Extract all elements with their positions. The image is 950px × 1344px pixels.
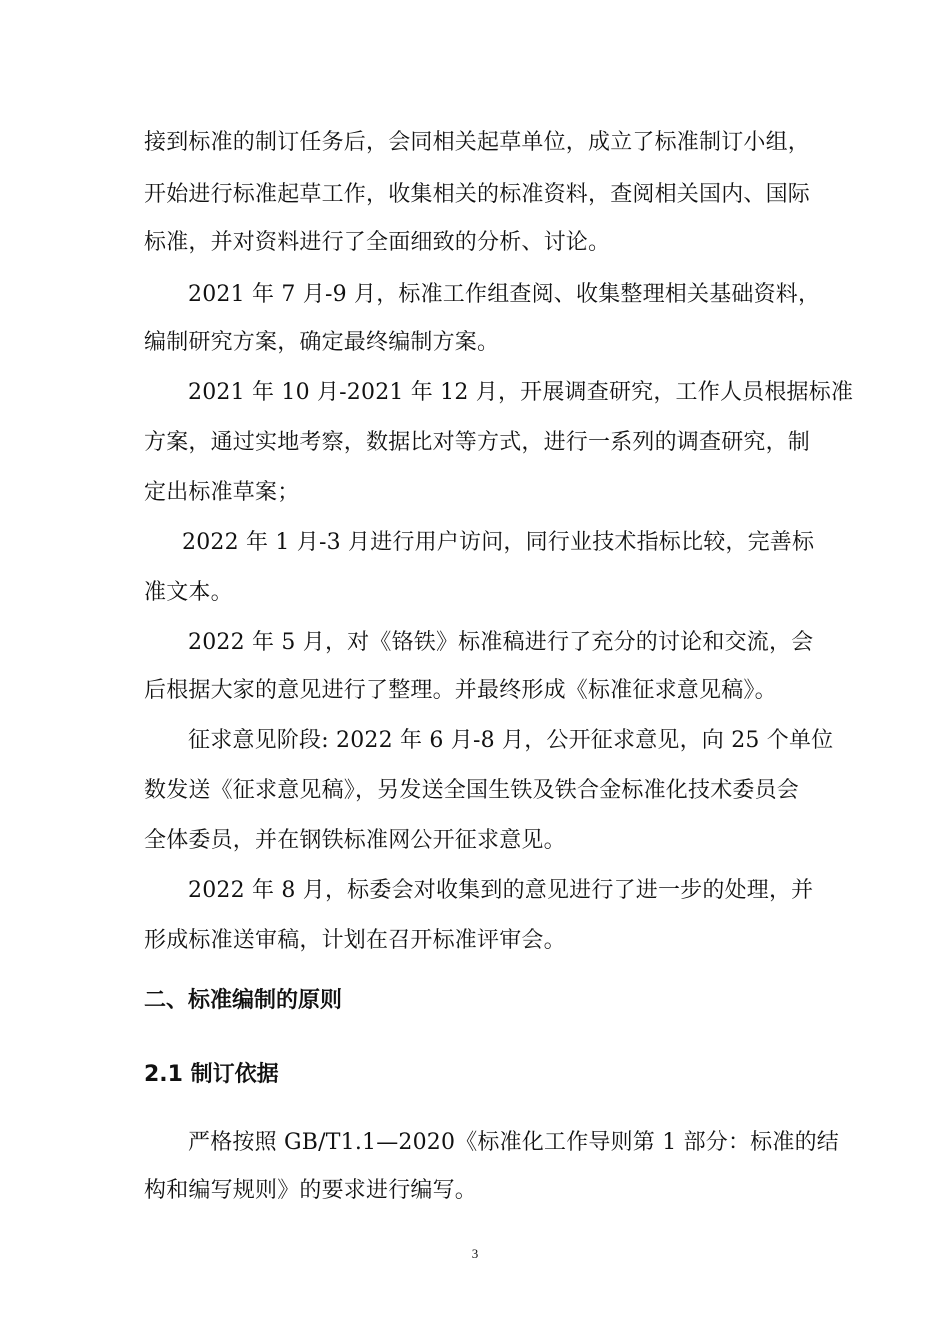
paragraph-line: 征求意见阶段: 2022 年 6 月-8 月，公开征求意见，向 25 个单位 <box>188 728 834 753</box>
page-number: 3 <box>471 1246 479 1261</box>
paragraph-line: 2022 年 5 月，对《铬铁》标准稿进行了充分的讨论和交流，会 <box>188 630 814 655</box>
paragraph-line: 数发送《征求意见稿》，另发送全国生铁及铁合金标准化技术委员会 <box>144 778 800 803</box>
paragraph-line: 形成标准送审稿，计划在召开标准评审会。 <box>144 928 566 953</box>
paragraph-line: 定出标准草案； <box>144 480 300 505</box>
paragraph-line: 2021 年 10 月-2021 年 12 月，开展调查研究，工作人员根据标准 <box>188 380 854 405</box>
paragraph-line: 构和编写规则》的要求进行编写。 <box>144 1178 478 1203</box>
paragraph-line: 开始进行标准起草工作，收集相关的标准资料，查阅相关国内、国际 <box>144 182 811 207</box>
paragraph-line: 编制研究方案，确定最终编制方案。 <box>144 330 500 355</box>
paragraph-line: 2021 年 7 月-9 月，标准工作组查阅、收集整理相关基础资料， <box>188 282 821 307</box>
paragraph-line: 后根据大家的意见进行了整理。并最终形成《标准征求意见稿》。 <box>144 678 777 703</box>
paragraph-line: 方案，通过实地考察，数据比对等方式，进行一系列的调查研究，制 <box>144 430 811 455</box>
paragraph-line: 接到标准的制订任务后，会同相关起草单位，成立了标准制订小组， <box>144 130 811 155</box>
section-heading: 二、标准编制的原则 <box>144 988 343 1013</box>
paragraph-line: 2022 年 1 月-3 月进行用户访问，同行业技术指标比较，完善标 <box>182 530 815 555</box>
paragraph-line: 全体委员，并在钢铁标准网公开征求意见。 <box>144 828 566 853</box>
paragraph-line: 准文本。 <box>144 580 233 605</box>
paragraph-line: 标准，并对资料进行了全面细致的分析、讨论。 <box>144 230 611 255</box>
paragraph-line: 2022 年 8 月，标委会对收集到的意见进行了进一步的处理，并 <box>188 878 814 903</box>
subsection-heading: 2.1 制订依据 <box>144 1062 279 1087</box>
paragraph-line: 严格按照 GB/T1.1—2020《标准化工作导则第 1 部分：标准的结 <box>188 1130 839 1155</box>
